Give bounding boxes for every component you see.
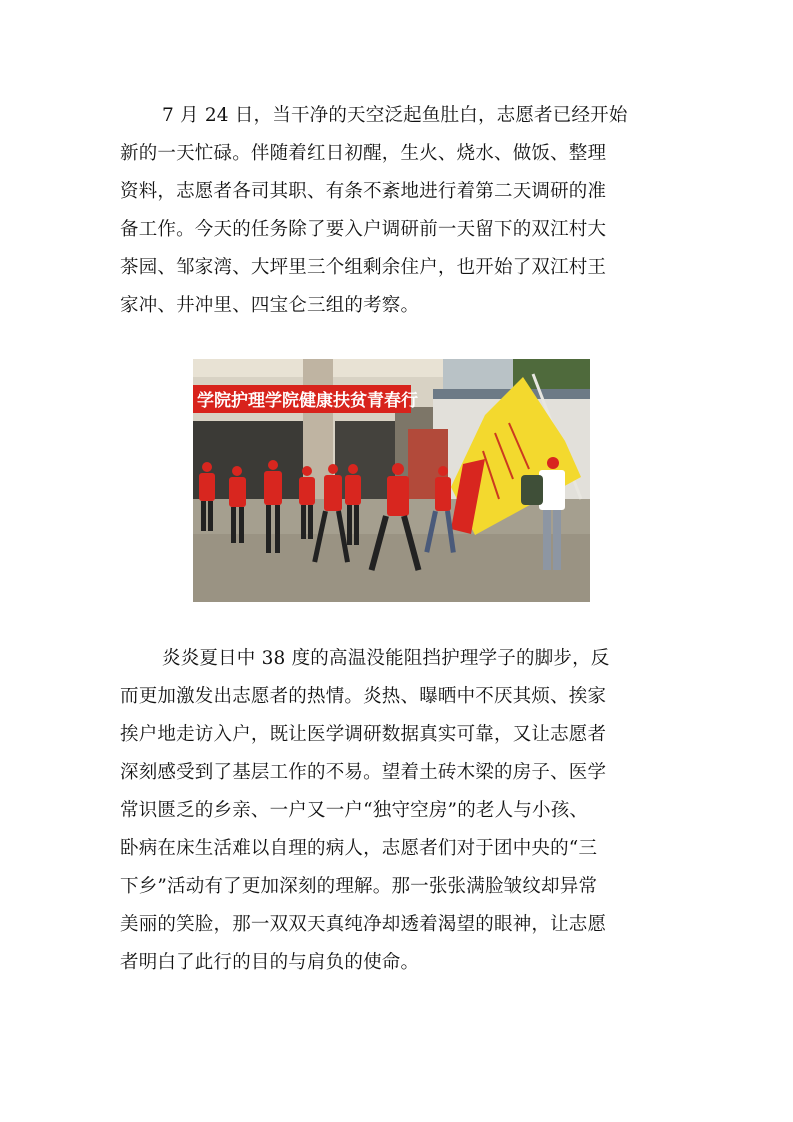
paragraph-line: 新的一天忙碌。伴随着红日初醒，生火、烧水、做饭、整理 [120,143,607,164]
paragraph-line: 深刻感受到了基层工作的不易。望着土砖木梁的房子、医学 [120,762,607,783]
volunteer-team-photo [193,359,590,602]
paragraph-line: 常识匮乏的乡亲、一户又一户“独守空房”的老人与小孩、 [120,800,589,821]
paragraph-line: 家冲、井冲里、四宝仑三组的考察。 [120,295,420,316]
banner-text: 学院护理学院健康扶贫青春行 [197,391,418,411]
paragraph-line: 美丽的笑脸，那一双双天真纯净却透着渴望的眼神，让志愿 [120,914,607,935]
paragraph-line: 炎炎夏日中 38 度的高温没能阻挡护理学子的脚步，反 [162,648,610,669]
photo-illustration [193,359,590,602]
paragraph-line: 7 月 24 日，当干净的天空泛起鱼肚白，志愿者已经开始 [162,105,628,126]
paragraph-line: 备工作。今天的任务除了要入户调研前一天留下的双江村大 [120,219,607,240]
paragraph-line: 者明白了此行的目的与肩负的使命。 [120,952,420,973]
paragraph-line: 挨户地走访入户，既让医学调研数据真实可靠，又让志愿者 [120,724,607,745]
paragraph-1 [120,97,675,325]
paragraph-line: 下乡”活动有了更加深刻的理解。那一张张满脸皱纹却异常 [120,876,598,897]
paragraph-line: 卧病在床生活难以自理的病人，志愿者们对于团中央的“三 [120,838,598,859]
paragraph-line: 而更加激发出志愿者的热情。炎热、曝晒中不厌其烦、挨家 [120,686,607,707]
paragraph-2 [120,640,675,982]
paragraph-line: 茶园、邹家湾、大坪里三个组剩余住户，也开始了双江村王 [120,257,607,278]
paragraph-line: 资料，志愿者各司其职、有条不紊地进行着第二天调研的准 [120,181,607,202]
